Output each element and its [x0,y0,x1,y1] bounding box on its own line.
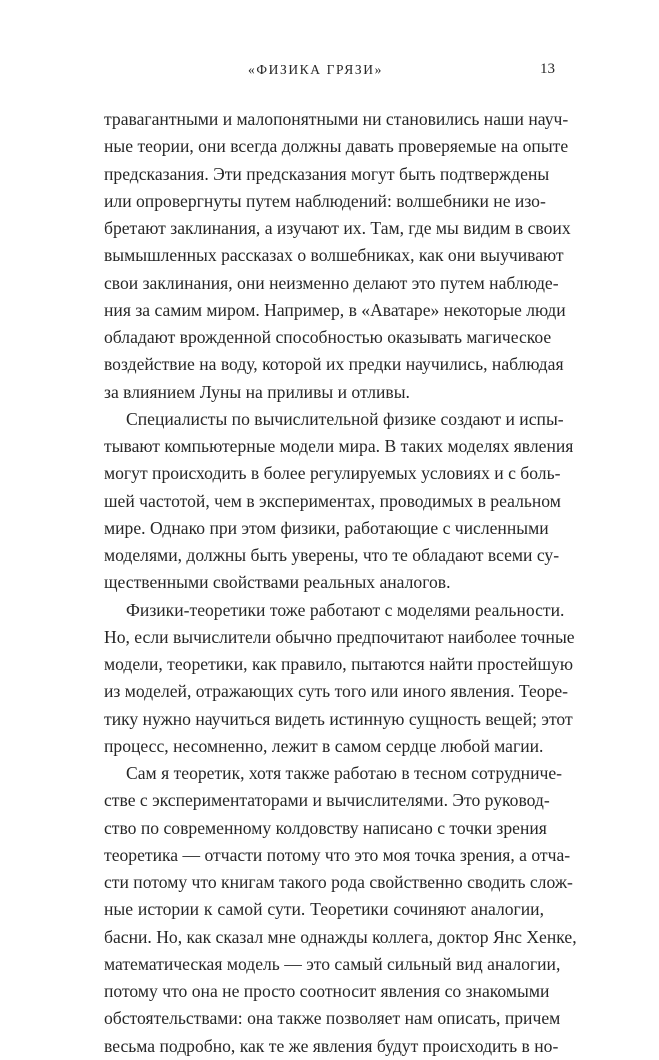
text-line: за влиянием Луны на приливы и отливы. [104,381,410,402]
text-line: модели, теоретики, как правило, пытаются найти простейшую [104,654,573,674]
text-line: стве с экспериментаторами и вычислителями. Это руковод- [104,790,550,811]
text-line: ство по современному колдовству написано с точки зрения [104,817,547,838]
text-line: щественными свойствами реальных аналогов. [104,572,451,593]
text-line: сти потому что книгам такого рода свойственно сводить слож- [104,872,573,892]
text-line: Специалисты по вычислительной физике создают и испы- [126,408,564,429]
text-line: обладают врожденной способностью оказывать магическое [104,327,552,347]
text-line: предсказания. Эти предсказания могут быть подтверждены [104,163,550,184]
text-line: бретают заклинания, а изучают их. Там, где мы видим в своих [104,218,571,238]
body-text [104,106,577,1060]
text-line: тику нужно научиться видеть истинную сущность вещей; этот [104,708,573,729]
text-line: Физики-теоретики тоже работают с моделями реальности. [126,599,565,620]
text-line: математическая модель — это самый сильный вид аналогии, [104,953,561,974]
text-line: мире. Однако при этом физики, работающие с численными [104,517,549,538]
text-line: басни. Но, как сказал мне однажды коллега, доктор Янс Хенке, [104,926,577,947]
paragraph [104,597,575,761]
text-line: весьма подробно, как те же явления будут происходить в но- [104,1035,559,1056]
text-line: или опровергнуты путем наблюдений: волшебники не изо- [104,190,546,211]
page-number: 13 [540,61,555,77]
text-line: свои заклинания, они неизменно делают это путем наблюде- [104,272,559,293]
text-line: травагантными и малопонятными ни становились наши науч- [104,109,569,129]
text-line: моделями, должны быть уверены, что те обладают всеми су- [104,545,560,565]
paragraph [104,760,577,1060]
running-head [0,60,659,84]
text-line: Но, если вычислители обычно предпочитают наиболее точные [104,626,575,647]
text-line: вымышленных рассказах о волшебниках, как они выучивают [104,245,564,266]
text-line: ния за самим миром. Например, в «Аватаре» некоторые люди [104,299,566,320]
paragraph [104,106,571,406]
text-line: из моделей, отражающих суть того или иного явления. Теоре- [104,681,569,702]
text-line: воздействие на воду, которой их предки научились, наблюдая [104,354,564,375]
text-line: потому что она не просто соотносит явления со знакомыми [104,981,550,1001]
text-line: обстоятельствами: она также позволяет нам описать, причем [104,1008,561,1029]
text-line: могут происходить в более регулируемых условиях и с боль- [104,463,561,484]
paragraph [104,406,574,597]
text-line: тывают компьютерные модели мира. В таких моделях явления [104,436,574,456]
text-line: Сам я теоретик, хотя также работаю в тесном сотрудниче- [126,763,563,783]
text-line: шей частотой, чем в экспериментах, проводимых в реальном [104,490,561,511]
text-line: процесс, несомненно, лежит в самом сердце любой магии. [104,735,544,756]
text-line: ные теории, они всегда должны давать проверяемые на опыте [104,136,569,157]
running-title: «ФИЗИКА ГРЯЗИ» [248,62,383,77]
text-line: теоретика — отчасти потому что это моя точка зрения, а отча- [104,844,571,865]
text-line: ные истории к самой сути. Теоретики сочиняют аналогии, [104,899,544,920]
